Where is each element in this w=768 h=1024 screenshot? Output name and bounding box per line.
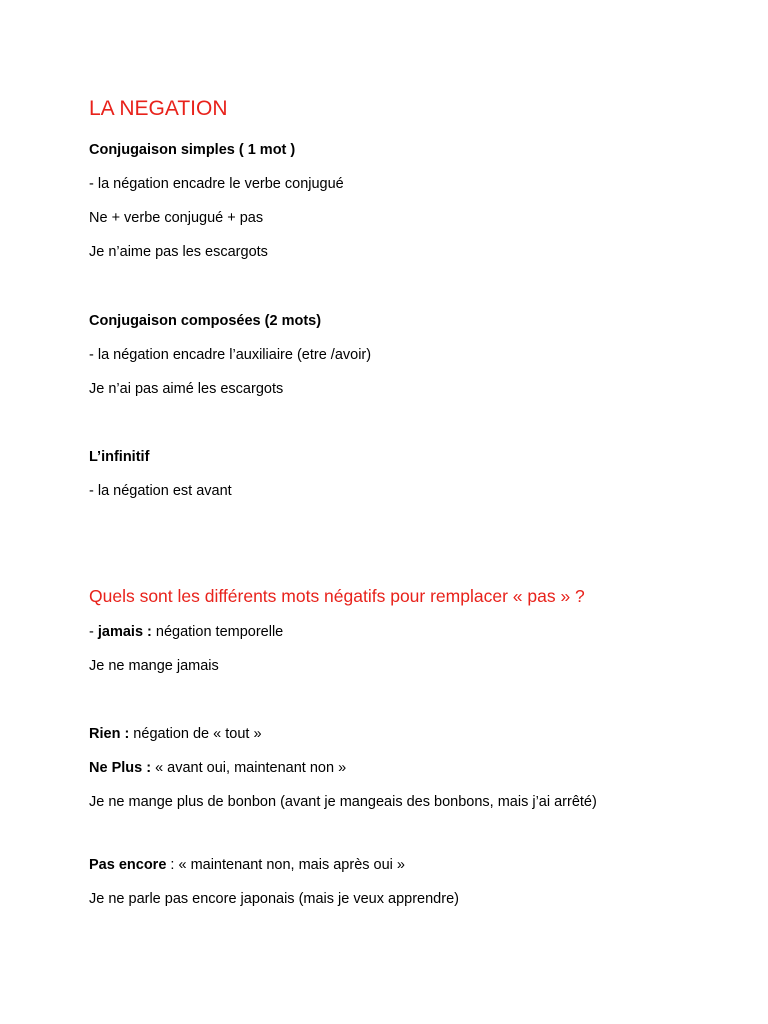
rule-line: - la négation encadre le verbe conjugué: [89, 176, 344, 192]
term-line-rien: [89, 725, 262, 743]
question-heading: Quels sont les différents mots négatifs pour remplacer « pas » ?: [89, 586, 585, 606]
term-label: jamais :: [97, 624, 152, 640]
term-label: Pas encore: [89, 857, 167, 873]
section-heading-infinitive: L’infinitif: [89, 449, 150, 465]
term-description: « avant oui, maintenant non »: [151, 760, 347, 776]
example-line: Je ne mange jamais: [89, 658, 219, 674]
term-line-ne-plus: [89, 759, 346, 777]
term-label: Ne Plus :: [89, 760, 152, 776]
term-description: négation temporelle: [151, 624, 284, 640]
rule-line: - la négation encadre l’auxiliaire (etre /avoir): [89, 347, 372, 363]
section-heading-simple: Conjugaison simples ( 1 mot ): [89, 142, 296, 158]
term-line-jamais: [89, 623, 283, 641]
term-label: Rien :: [89, 726, 130, 742]
section-heading-composed: Conjugaison composées (2 mots): [89, 313, 322, 329]
example-line: Je ne parle pas encore japonais (mais je veux apprendre): [89, 891, 459, 907]
rule-line: - la négation est avant: [89, 483, 232, 499]
term-line-pas-encore: [89, 856, 405, 874]
term-description: : « maintenant non, mais après oui »: [166, 857, 405, 873]
example-line: Je n’ai pas aimé les escargots: [89, 381, 284, 397]
formula-line: Ne + verbe conjugué + pas: [89, 210, 264, 226]
page-title: LA NEGATION: [89, 97, 228, 120]
term-description: négation de « tout »: [129, 726, 262, 742]
term-prefix: -: [89, 624, 98, 640]
example-line: Je n’aime pas les escargots: [89, 244, 268, 260]
example-line: Je ne mange plus de bonbon (avant je mangeais des bonbons, mais j’ai arrêté): [89, 794, 597, 810]
